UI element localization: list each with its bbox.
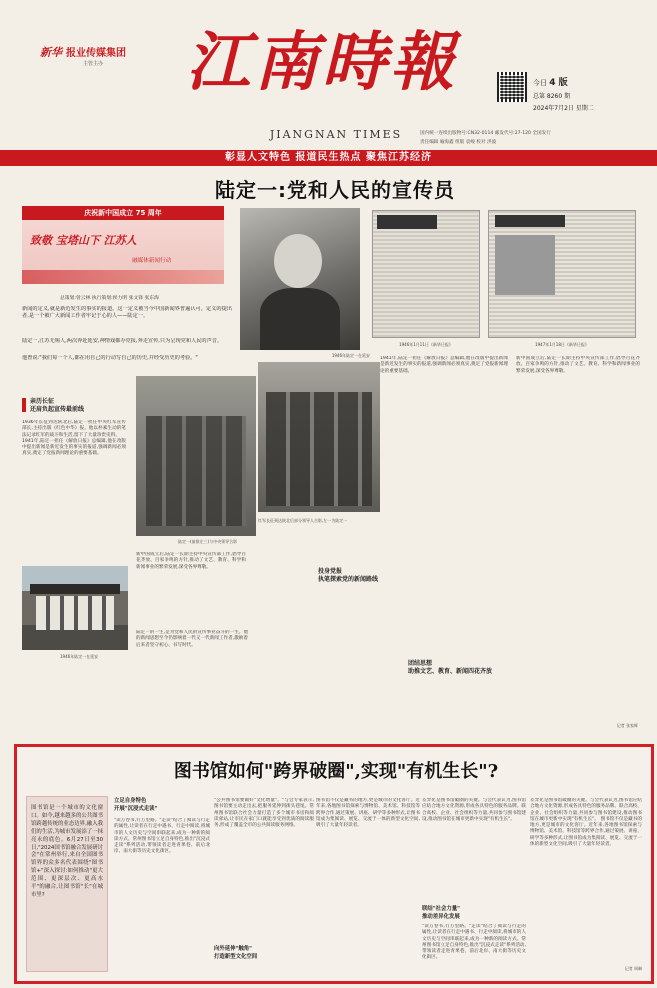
body-p1: 1936年长征到达陕北后,陆定一担任中央红军宣传部长,主持出版《红色中华》报。他以朴素生动的笔法记录红军的战斗和生活,留下了大量珍贵史料。 <box>22 420 126 438</box>
anniversary-banner <box>22 206 224 284</box>
feature-sub2: 向外延伸"触角" <box>214 946 252 952</box>
s2-sub: 执笔探索党的新闻路线 <box>318 576 379 583</box>
photo4-caption: 1947年1月18日《新华日报》 <box>535 342 589 347</box>
group-logo <box>40 42 150 72</box>
page-count: 4 版 <box>549 78 568 88</box>
feature-col-text-1: "读万卷书,行万里路。"走读"结合了阅读与行走的属性,让读者在行走中遇书、行走中阅读,将城市的人文历史与空间串联起来,成为一种新的阅读方式。常州图书馆立足自身特色,推出"沉浸式走读"系列活动,带领读者走进青果巷、前后北岸、南大街等历史文化街区。 <box>114 818 210 855</box>
feature-col-text-3: 图书馆不仅是藏书的地方,更是城市的文化客厅。近年来,各地图书馆探索与博物馆、美术馆、科技馆等跨界合作,通过策展、讲座、研学等多种形式,让图书馆成为集阅读、展览、交流于一体的新型文化空间,吸引了大量年轻读者。 <box>316 798 420 829</box>
body-p2-repeat: 1941年,陆定一担任《解放日报》总编辑,他在改版中提出新闻是新近发生的事实的报道,强调新闻必须真实,奠定了党报新闻理论的重要基础。 <box>380 356 508 374</box>
feature-col-text-4-repeat: 差异化是图书馆破圈的关键。与会代表认为,图书馆应结合地方文化资源,形成各具特色的服务品牌。联合高校、企业、社会组织等力量,共同参与图书馆建设,推动图书馆在城市更新中实现"有机生长"。 <box>530 798 642 822</box>
feature-col-2 <box>214 798 314 938</box>
group-logo-mark: 新华 <box>40 46 62 59</box>
group-photo-2 <box>258 362 380 512</box>
s1-head: 亲历长征 <box>30 398 55 405</box>
slogan: 彰显人文特色 报道民生热点 聚焦江苏经济 <box>225 152 432 163</box>
group-name: 报业传媒集团 <box>66 48 126 59</box>
today-label: 今日 <box>533 79 547 87</box>
issue-info <box>533 75 643 112</box>
editor-line: 责任编辑 喻海鑫 组版 袁峻 校对 洪波 <box>420 140 497 145</box>
photo6-caption: 陆定一(前排左三)与中央领导合影 <box>178 539 238 544</box>
qr-code <box>497 72 527 102</box>
photo7-caption: 1946年陆定一在延安 <box>60 654 99 659</box>
newspaper-title-en: JIANGNAN TIMES <box>269 128 403 141</box>
body-column-3 <box>136 630 248 716</box>
group-sub: 主管主办 <box>83 61 104 67</box>
lead-author: 记者 张家辉 <box>616 723 638 728</box>
feature-summary-box <box>26 796 108 972</box>
issue-date: 2024年7月2日 星期二 <box>533 105 594 112</box>
feature-sub3b: 推动差异化发展 <box>422 914 460 920</box>
lead-intro-2: 陆定一,江苏无锡人,两次奔赴延安,神情戏都办党报,奔走宣传,只为呈现党和人民的声音。 <box>22 338 223 344</box>
s2-head: 投身党报 <box>318 568 343 575</box>
s3-sub: 助推文艺、教育、新闻四花齐放 <box>408 668 493 675</box>
lead-headline: 陆定一:党和人民的宣传员 <box>215 178 455 202</box>
banner-title: 庆祝新中国成立 75 周年 <box>84 209 162 217</box>
photo3-caption: 1946年1月11日《新华日报》 <box>399 342 453 347</box>
banner-sub: 融媒体新闻行动 <box>132 258 172 264</box>
lead-intro-1: 新闻的定义,就是新近发生的事实的报道。这一定义被当今中国新闻界普遍认可。定义的提出者,是一个被广大新闻工作者牢记于心的人——陆定一。 <box>22 306 232 320</box>
banner-main: 致敬 宝塔山下 江苏人 <box>30 234 137 247</box>
body-p3-repeat: 新中国成立后,陆定一长期主持中央宣传部工作,倡导百花齐放、百家争鸣的方针,推动了文艺、教育、科学和新闻事业的繁荣发展,深受各界尊敬。 <box>516 356 640 374</box>
feature-col-text-2: "公共图书馆要做好"文化增量"。"与会专家表示,图书馆要主动走出去,把服务延伸到街头巷尾。常州图书馆联合社会力量打造了多个城市书房和阅读驿站,让市民在家门口就能享受到优质的阅读服务,形成了覆盖全市的公共阅读服务网络。 <box>214 798 314 829</box>
feature-sub1b: 开展"沉浸式走读" <box>114 806 158 812</box>
feature-author: 记者 周琳 <box>624 966 642 971</box>
feature-col-3 <box>316 798 420 976</box>
s1-sub: 还肩负起宣传最前线 <box>30 406 85 413</box>
feature-sub1: 立足自身特色 <box>114 798 147 804</box>
staff-line: 总策划:曾云林 执行策划:侯力明 张文锋 张东海 <box>60 296 159 301</box>
feature-col-text-1-repeat: "读万卷书,行万里路。"走读"结合了阅读与行走的属性,让读者在行走中遇书、行走中阅读,将城市的人文历史与空间串联起来,成为一种新的阅读方式。常州图书馆立足自身特色,推出"沉浸式走读"系列活动,带领读者走进青果巷、前后北岸、南大街等历史文化街区。 <box>422 924 526 961</box>
body-column-1 <box>22 420 126 560</box>
feature-sub2b: 打造新型文化空间 <box>214 954 258 960</box>
newspaper-image-2 <box>488 210 636 338</box>
feature-col-1 <box>114 818 210 976</box>
feature-col-text-3-repeat: 图书馆不仅是藏书的地方,更是城市的文化客厅。近年来,各地图书馆探索与博物馆、美术馆、科技馆等跨界合作,通过策展、讲座、研学等多种形式,让图书馆成为集阅读、展览、交流于一体的新型文化空间,吸引了大量年轻读者。 <box>530 816 642 848</box>
cn-code: 国内统一连续出版物号:CN32-0114 邮发代号:27-120 全国发行 <box>420 131 551 136</box>
newspaper-title: 江南時報 <box>186 25 458 100</box>
newspaper-image-1 <box>372 210 480 338</box>
section-rule-1 <box>22 398 26 412</box>
group-photo-1 <box>136 376 256 536</box>
body-column-2 <box>136 552 246 626</box>
feature-headline: 图书馆如何"跨界破圈",实现"有机生长"? <box>173 761 499 782</box>
feature-sub3: 联结"社会力量" <box>422 906 460 912</box>
photo5-caption: 红军长征到达陕北后部分领导人合影,左一为陆定一 <box>258 518 348 523</box>
feature-col-6 <box>530 798 642 964</box>
s3-head: 团结思想 <box>408 660 433 667</box>
body-p3: 新中国成立后,陆定一长期主持中央宣传部工作,倡导百花齐放、百家争鸣的方针,推动了文艺、教育、科学和新闻事业的繁荣发展,深受各界尊敬。 <box>136 552 246 570</box>
feature-col-4 <box>422 798 526 898</box>
feature-summary: 图书馆是一个城市的文化窗口。如今,越来越多的公共图书馆跨越传统的业态边界,融入我们的生活,为城市发展添了一抹亮永的底色。6月27日至30日,"2024国书馆融合发展研讨会"在常州举行,来自全国图书馆界的众多名代表围绕"图书馆+"深入探讨:如何推动"更大范围、更深层次、更高水平"的融合,让图书馆"长"在城市里? <box>31 805 103 898</box>
lead-intro-3: 他曾说:"我们每一个人,都在用自己的行动写自己的历史,并经受历史的考验。" <box>22 355 198 361</box>
issue-number: 总第 8260 期 <box>533 93 571 100</box>
body-column-5 <box>516 356 640 720</box>
feature-col-text-4: 差异化是图书馆破圈的关键。与会代表认为,图书馆应结合地方文化资源,形成各具特色的服务品牌。联合高校、企业、社会组织等力量,共同参与图书馆建设,推动图书馆在城市更新中实现"有机生长"。 <box>422 798 526 822</box>
slogan-bar <box>0 150 657 166</box>
body-p2: 1941年,陆定一担任《解放日报》总编辑,他在改版中提出新闻是新近发生的事实的报道,强调新闻必须真实,奠定了党报新闻理论的重要基础。 <box>22 438 126 457</box>
portrait-photo <box>240 208 360 350</box>
photo1-caption: 1946年陆定一在延安 <box>331 353 370 358</box>
feature-col-5 <box>422 924 526 976</box>
building-photo <box>22 566 128 650</box>
body-p4: 陆定一的一生,是为党和人民的宣传事业奋斗的一生。他的新闻思想至今仍影响着一代又一代新闻工作者,激励着后来者坚守初心、书写时代。 <box>136 630 248 648</box>
